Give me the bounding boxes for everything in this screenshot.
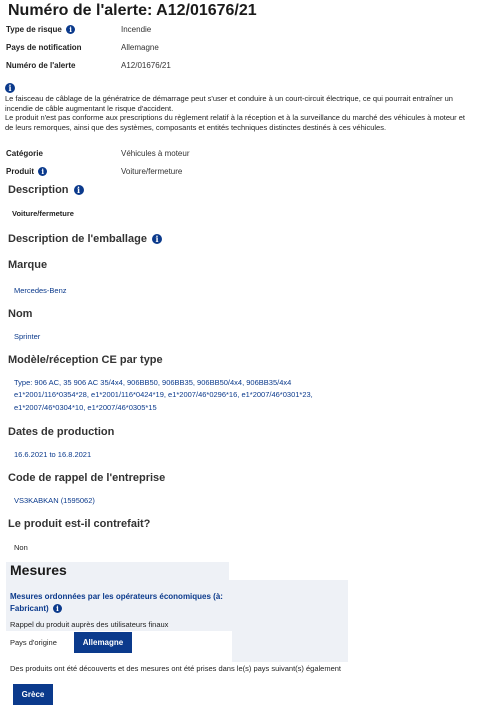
description-value: Voiture/fermeture xyxy=(12,209,74,218)
category-label: Catégorie xyxy=(6,149,43,158)
mesures-action: Rappel du produit auprès des utilisateurs finaux xyxy=(10,620,169,629)
risk-description xyxy=(5,83,475,132)
counterfeit-heading: Le produit est-il contrefait? xyxy=(8,518,151,530)
counterfeit-value: Non xyxy=(14,543,28,552)
risk-description-line2: Le produit n'est pas conforme aux prescriptions du règlement relatif à la réception et à la surveillance du marché des véhicules à moteur et de leurs remorques, ainsi que des systèmes, composants et entités techniques distinctes destinés à ces véhicules. xyxy=(5,113,466,132)
risk-type-label: Type de risque xyxy=(6,25,62,34)
notification-country-label: Pays de notification xyxy=(6,43,82,52)
info-icon[interactable]: i xyxy=(152,234,162,244)
page-title: Numéro de l'alerte: A12/01676/21 xyxy=(8,2,257,19)
origin-country-button[interactable]: Allemagne xyxy=(74,632,132,653)
brand-value: Mercedes-Benz xyxy=(14,286,67,295)
alert-number-label: Numéro de l'alerte xyxy=(6,61,76,70)
description-heading-text: Description xyxy=(8,184,69,196)
name-heading: Nom xyxy=(8,308,33,320)
origin-label: Pays d'origine xyxy=(10,638,57,647)
description-heading xyxy=(8,184,84,196)
info-icon[interactable]: i xyxy=(5,83,15,93)
packaging-heading-text: Description de l'emballage xyxy=(8,233,147,245)
notification-country-value: Allemagne xyxy=(121,43,159,52)
recall-code-value: VS3KABKAN (1595062) xyxy=(14,496,95,505)
risk-description-line1: Le faisceau de câblage de la génératrice de démarrage peut s'user et conduire à un court-circuit électrique, ce qui pourrait entraîner un incendie de câble augmentant le risque d'accident. xyxy=(5,94,453,113)
recall-code-heading: Code de rappel de l'entreprise xyxy=(8,472,166,484)
production-heading: Dates de production xyxy=(8,426,115,438)
other-country-button[interactable]: Grèce xyxy=(13,684,53,705)
mesures-ordered-by xyxy=(10,591,250,615)
info-icon[interactable]: i xyxy=(74,185,84,195)
info-icon[interactable]: i xyxy=(66,25,75,34)
category-value: Véhicules à moteur xyxy=(121,149,190,158)
other-countries-text: Des produits ont été découverts et des mesures ont été prises dans le(s) pays suivant(s) également xyxy=(10,664,341,673)
risk-type-value: Incendie xyxy=(121,25,152,34)
info-icon[interactable]: i xyxy=(53,604,62,613)
model-heading: Modèle/réception CE par type xyxy=(8,354,163,366)
packaging-heading xyxy=(8,233,162,245)
name-value: Sprinter xyxy=(14,332,41,341)
mesures-ordered-by-text: Mesures ordonnées par les opérateurs économiques (à: Fabricant) xyxy=(10,592,223,613)
brand-heading: Marque xyxy=(8,259,48,271)
model-value: Type: 906 AC, 35 906 AC 35/4x4, 906BB50, 906BB35, 906BB50/4x4, 906BB35/4x4 e1*2001/116*0354*28, e1*2001/116*0424*19, e1*2007/46*0296*16, e1*2007/46*0301*23, e1*2007/46*0304*10, e1*2007/46*0305*15 xyxy=(14,378,313,412)
product-value: Voiture/fermeture xyxy=(121,167,183,176)
info-icon[interactable]: i xyxy=(38,167,47,176)
alert-number-value: A12/01676/21 xyxy=(121,61,171,70)
product-label: Produit xyxy=(6,167,34,176)
mesures-title: Mesures xyxy=(10,562,67,578)
production-value: 16.6.2021 to 16.8.2021 xyxy=(14,450,92,459)
